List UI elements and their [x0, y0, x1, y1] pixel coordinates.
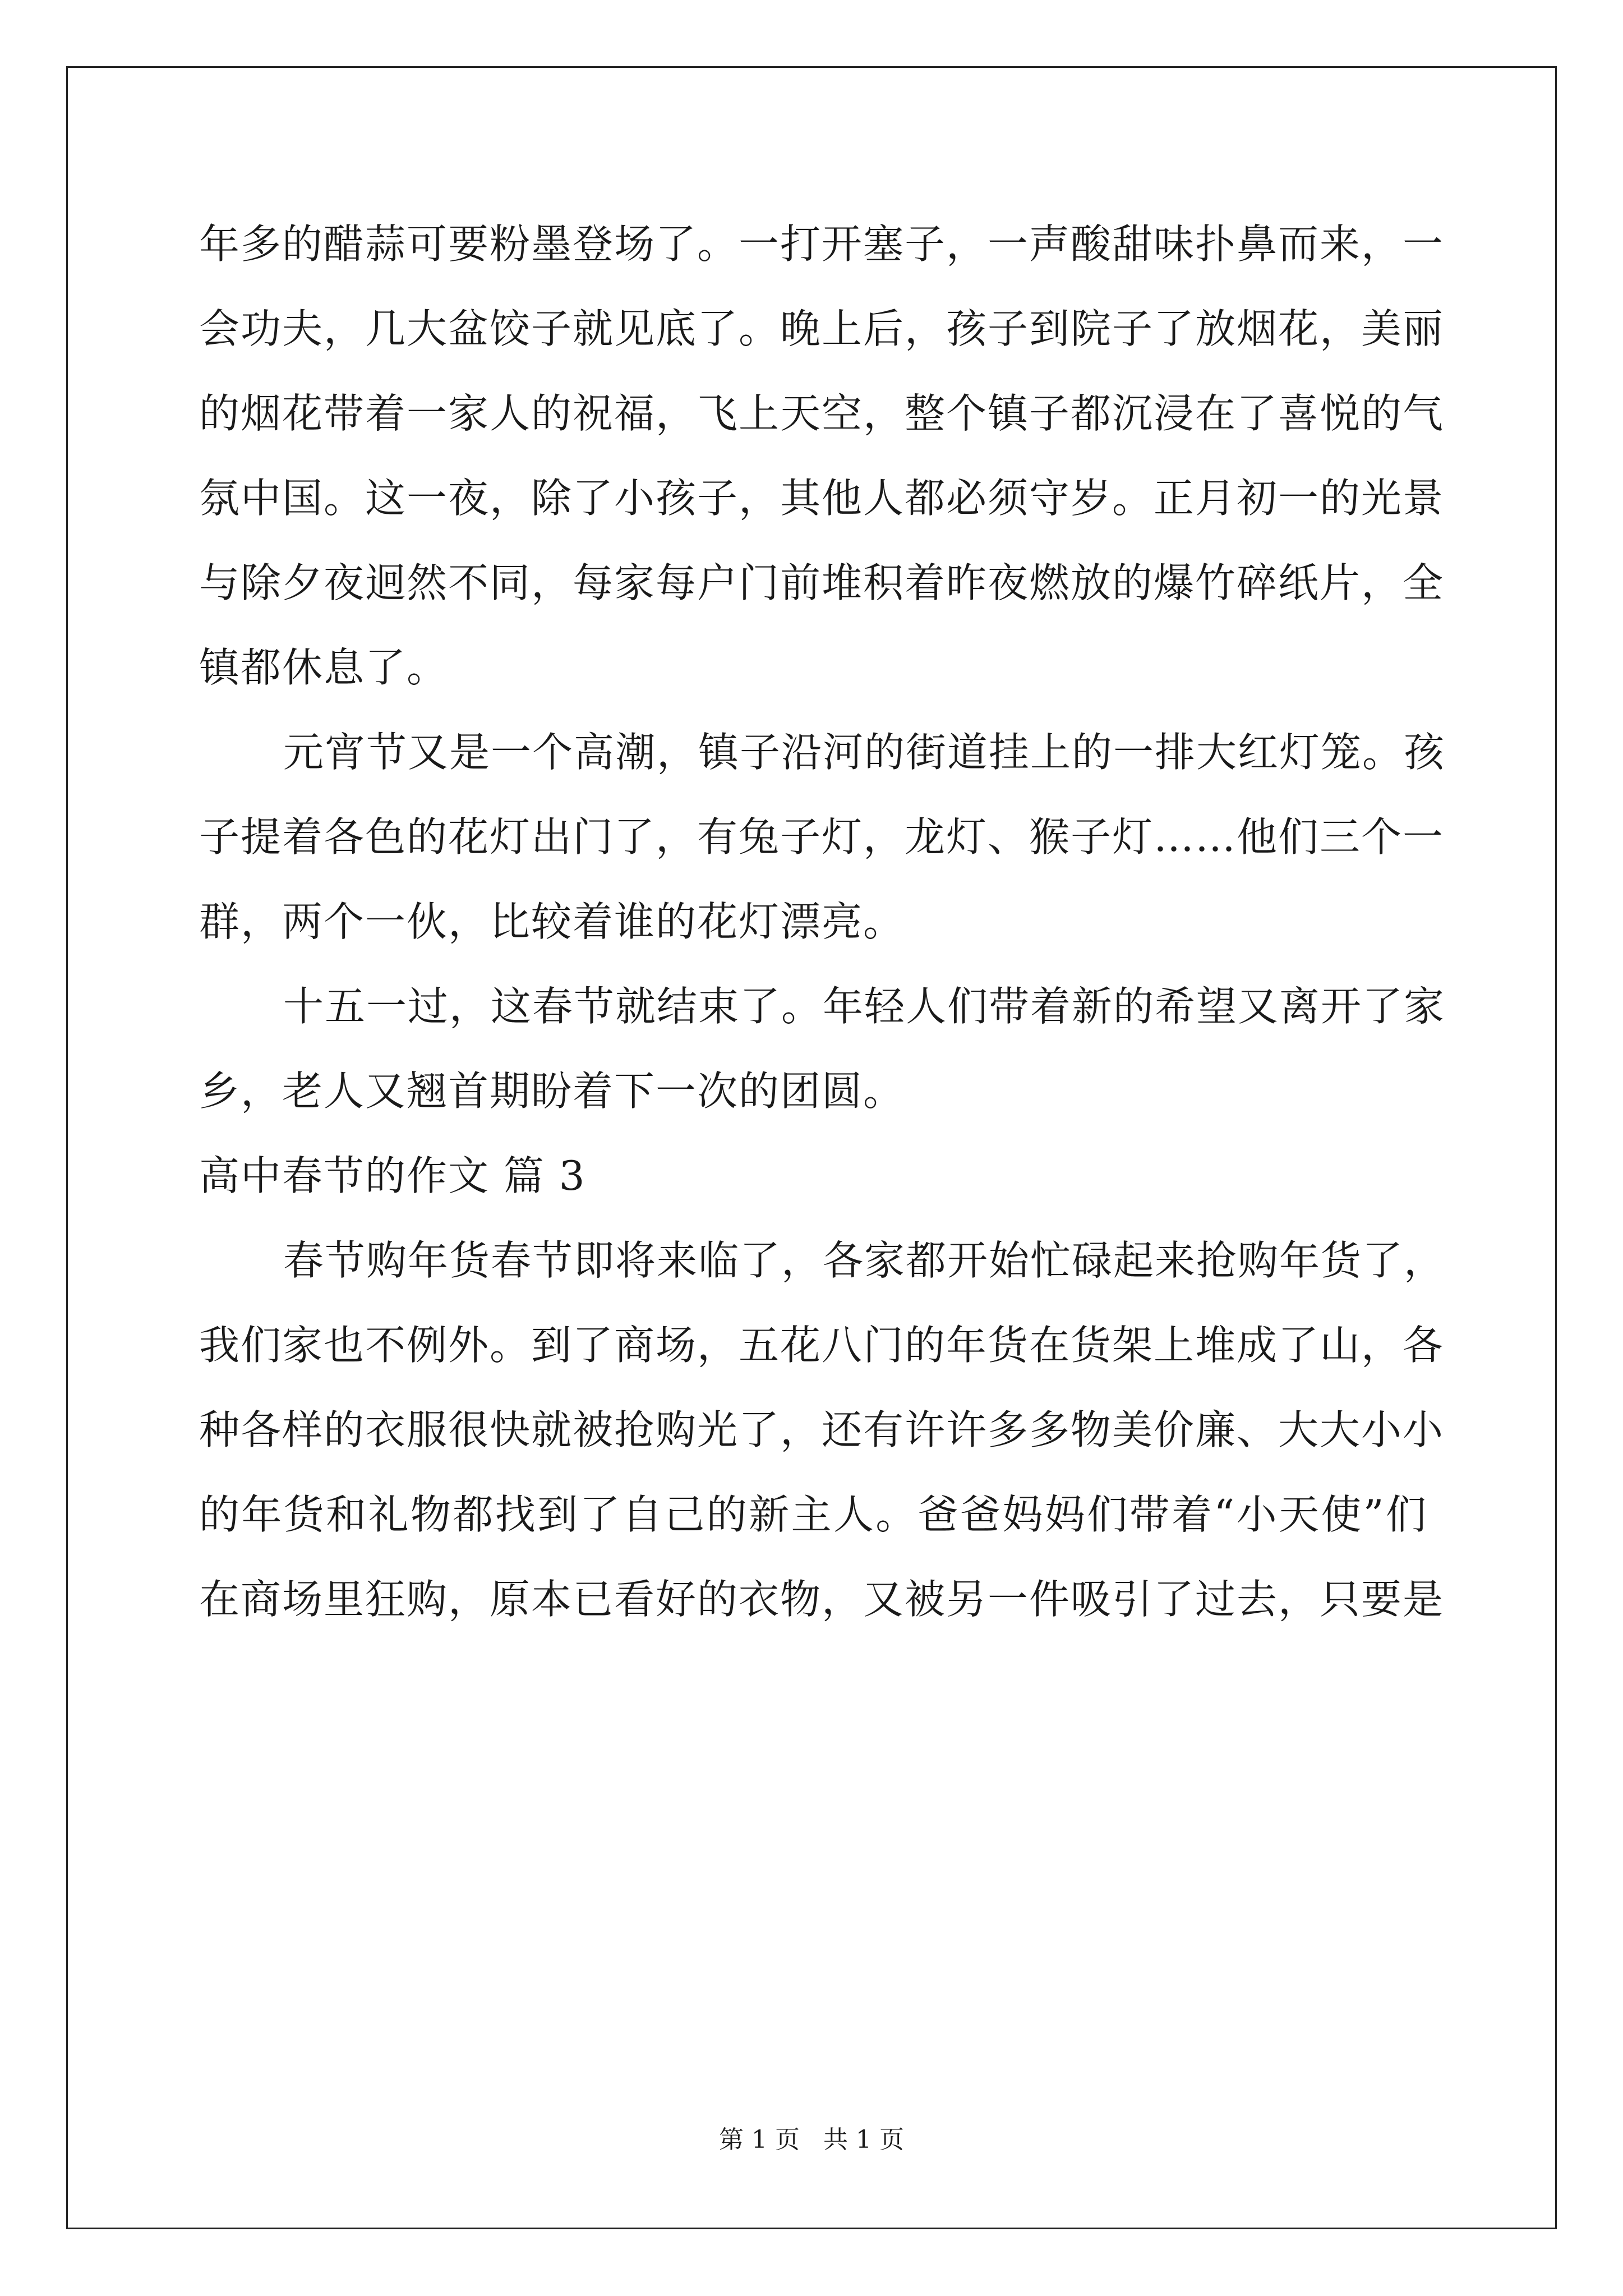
text-line: 十五一过，这春节就结束了。年轻人们带着新的希望又离开了家	[283, 983, 1446, 1030]
text-line: 乡，老人又翘首期盼着下一次的团圆。	[199, 1068, 905, 1115]
text-line: 在商场里狂购，原本已看好的衣物，又被另一件吸引了过去，只要是	[199, 1576, 1445, 1623]
text-line: 年多的醋蒜可要粉墨登场了。一打开塞子，一声酸甜味扑鼻而来，一	[199, 220, 1445, 268]
text-line: 春节购年货春节即将来临了，各家都开始忙碌起来抢购年货了，	[283, 1237, 1446, 1284]
text-line: 的年货和礼物都找到了自己的新主人。爸爸妈妈们带着“小天使”们	[199, 1491, 1427, 1538]
text-line: 种各样的衣服很快就被抢购光了，还有许许多多物美价廉、大大小小	[199, 1406, 1445, 1453]
text-line: 会功夫，几大盆饺子就见底了。晚上后，孩子到院子了放烟花，美丽	[199, 305, 1445, 352]
text-line: 的烟花带着一家人的祝福，飞上天空，整个镇子都沉浸在了喜悦的气	[199, 390, 1445, 437]
section-heading: 高中春节的作文 篇 3	[199, 1152, 586, 1199]
text-line: 群，两个一伙，比较着谁的花灯漂亮。	[199, 898, 905, 945]
text-line: 氛中国。这一夜，除了小孩子，其他人都必须守岁。正月初一的光景	[199, 475, 1445, 522]
text-line: 子提着各色的花灯出门了，有兔子灯，龙灯、猴子灯……他们三个一	[199, 813, 1445, 861]
text-line: 镇都休息了。	[199, 644, 449, 691]
text-line: 我们家也不例外。到了商场，五花八门的年货在货架上堆成了山，各	[199, 1322, 1445, 1369]
text-line: 与除夕夜迥然不同，每家每户门前堆积着昨夜燃放的爆竹碎纸片，全	[199, 559, 1445, 606]
text-line: 元宵节又是一个高潮，镇子沿河的街道挂上的一排大红灯笼。孩	[283, 729, 1446, 776]
page-footer: 第 1 页 共 1 页	[719, 2125, 904, 2154]
